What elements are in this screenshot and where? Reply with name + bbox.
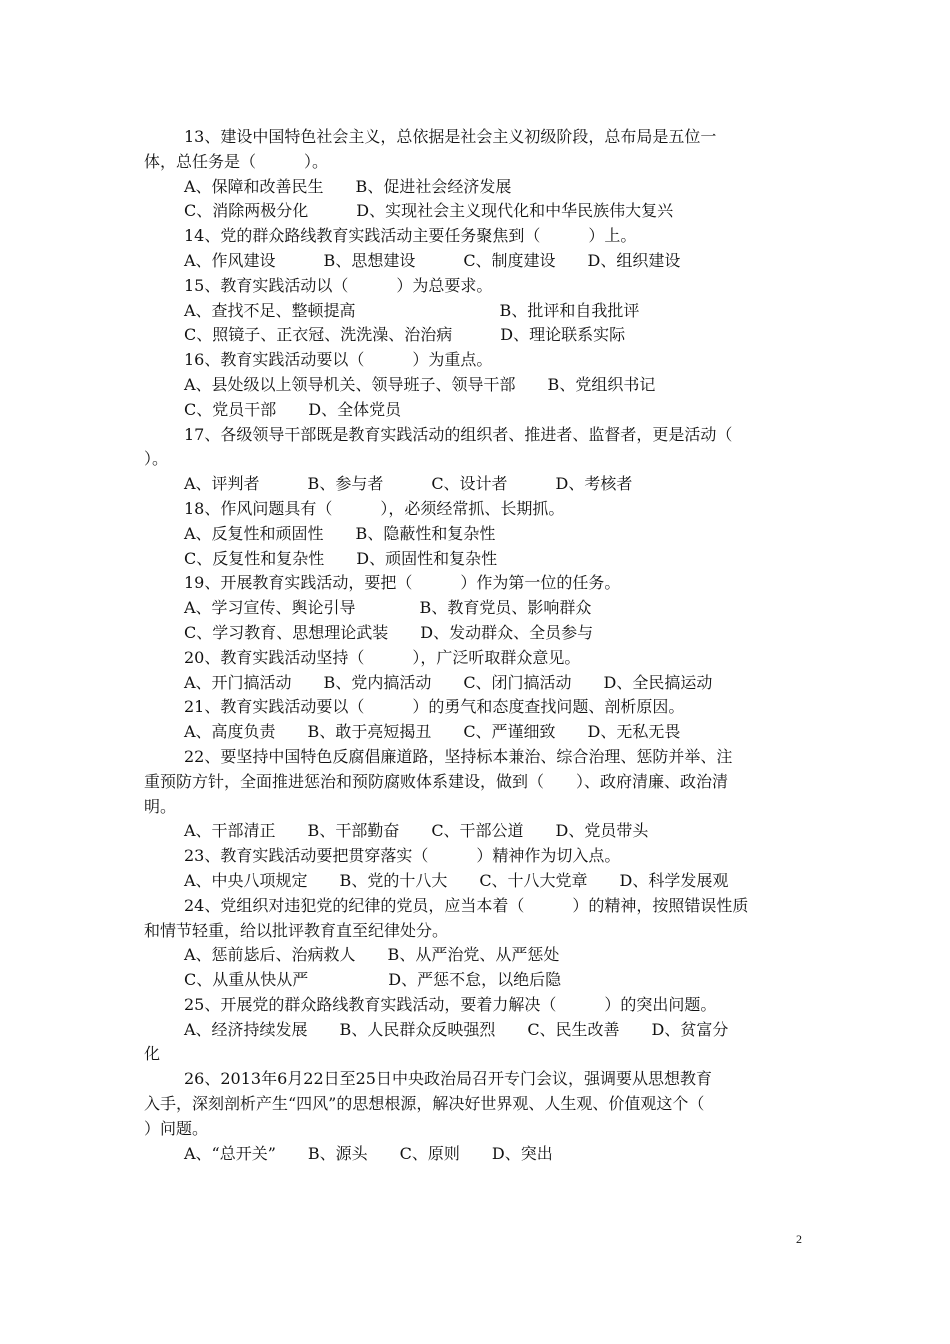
question-line: 16、教育实践活动要以（ ）为重点。	[184, 350, 493, 370]
options-line: A、评判者 B、参与者 C、设计者 D、考核者	[184, 474, 633, 494]
page-number: 2	[796, 1232, 802, 1246]
options-line: A、反复性和顽固性 B、隐蔽性和复杂性	[184, 523, 496, 543]
options-line: A、干部清正 B、干部勤奋 C、干部公道 D、党员带头	[184, 821, 649, 841]
continuation-line: 体，总任务是（ ）。	[144, 151, 329, 171]
options-line: A、学习宣传、舆论引导 B、教育党员、影响群众	[184, 598, 592, 618]
options-line: A、作风建设 B、思想建设 C、制度建设 D、组织建设	[184, 250, 681, 270]
continuation-line: 明。	[144, 796, 177, 816]
options-line: A、查找不足、整顿提高 B、批评和自我批评	[184, 300, 640, 320]
question-line: 23、教育实践活动要把贯穿落实（ ）精神作为切入点。	[184, 846, 621, 866]
question-line: 26、2013年6月22日至25日中央政治局召开专门会议，强调要从思想教育	[184, 1069, 712, 1089]
options-line: C、照镜子、正衣冠、洗洗澡、治治病 D、理论联系实际	[184, 325, 626, 345]
options-line: A、高度负责 B、敢于亮短揭丑 C、严谨细致 D、无私无畏	[184, 722, 681, 742]
question-line: 15、教育实践活动以（ ）为总要求。	[184, 275, 493, 295]
options-line: A、惩前毖后、治病救人 B、从严治党、从严惩处	[184, 945, 560, 965]
options-line: A、经济持续发展 B、人民群众反映强烈 C、民生改善 D、贫富分	[184, 1019, 729, 1039]
options-line: C、消除两极分化 D、实现社会主义现代化和中华民族伟大复兴	[184, 201, 674, 221]
continuation-line: ）问题。	[144, 1118, 209, 1138]
options-line: A、县处级以上领导机关、领导班子、领导干部 B、党组织书记	[184, 374, 656, 394]
continuation-line: 化	[144, 1044, 161, 1064]
options-line: C、党员干部 D、全体党员	[184, 399, 402, 419]
question-line: 14、党的群众路线教育实践活动主要任务聚焦到（ ）上。	[184, 226, 637, 246]
question-line: 24、党组织对违犯党的纪律的党员，应当本着（ ）的精神，按照错误性质	[184, 895, 749, 915]
question-line: 25、开展党的群众路线教育实践活动，要着力解决（ ）的突出问题。	[184, 994, 717, 1014]
question-line: 18、作风问题具有（ ），必须经常抓、长期抓。	[184, 498, 565, 518]
continuation-line: 和情节轻重，给以批评教育直至纪律处分。	[144, 920, 449, 940]
question-line: 20、教育实践活动坚持（ ），广泛听取群众意见。	[184, 647, 581, 667]
continuation-line: ）。	[144, 449, 169, 469]
options-line: A、保障和改善民生 B、促进社会经济发展	[184, 176, 512, 196]
question-line: 13、建设中国特色社会主义，总依据是社会主义初级阶段，总布局是五位一	[184, 127, 717, 146]
options-line: C、反复性和复杂性 D、顽固性和复杂性	[184, 548, 498, 568]
continuation-line: 入手，深刻剖析产生“四风”的思想根源，解决好世界观、人生观、价值观这个（	[144, 1094, 705, 1114]
question-list	[144, 125, 808, 1166]
options-line: A、中央八项规定 B、党的十八大 C、十八大党章 D、科学发展观	[184, 870, 729, 890]
options-line: A、“总开关” B、源头 C、原则 D、突出	[184, 1143, 553, 1163]
question-line: 21、教育实践活动要以（ ）的勇气和态度查找问题、剖析原因。	[184, 697, 685, 717]
question-line: 19、开展教育实践活动，要把（ ）作为第一位的任务。	[184, 573, 621, 593]
options-line: C、从重从快从严 D、严惩不怠，以绝后隐	[184, 970, 562, 990]
options-line: A、开门搞活动 B、党内搞活动 C、闭门搞活动 D、全民搞运动	[184, 672, 713, 692]
question-line: 17、各级领导干部既是教育实践活动的组织者、推进者、监督者，更是活动（	[184, 424, 733, 444]
continuation-line: 重预防方针，全面推进惩治和预防腐败体系建设，做到（ ）、政府清廉、政治清	[144, 771, 729, 791]
question-line: 22、要坚持中国特色反腐倡廉道路，坚持标本兼治、综合治理、惩防并举、注	[184, 746, 733, 766]
options-line: C、学习教育、思想理论武装 D、发动群众、全员参与	[184, 622, 594, 642]
